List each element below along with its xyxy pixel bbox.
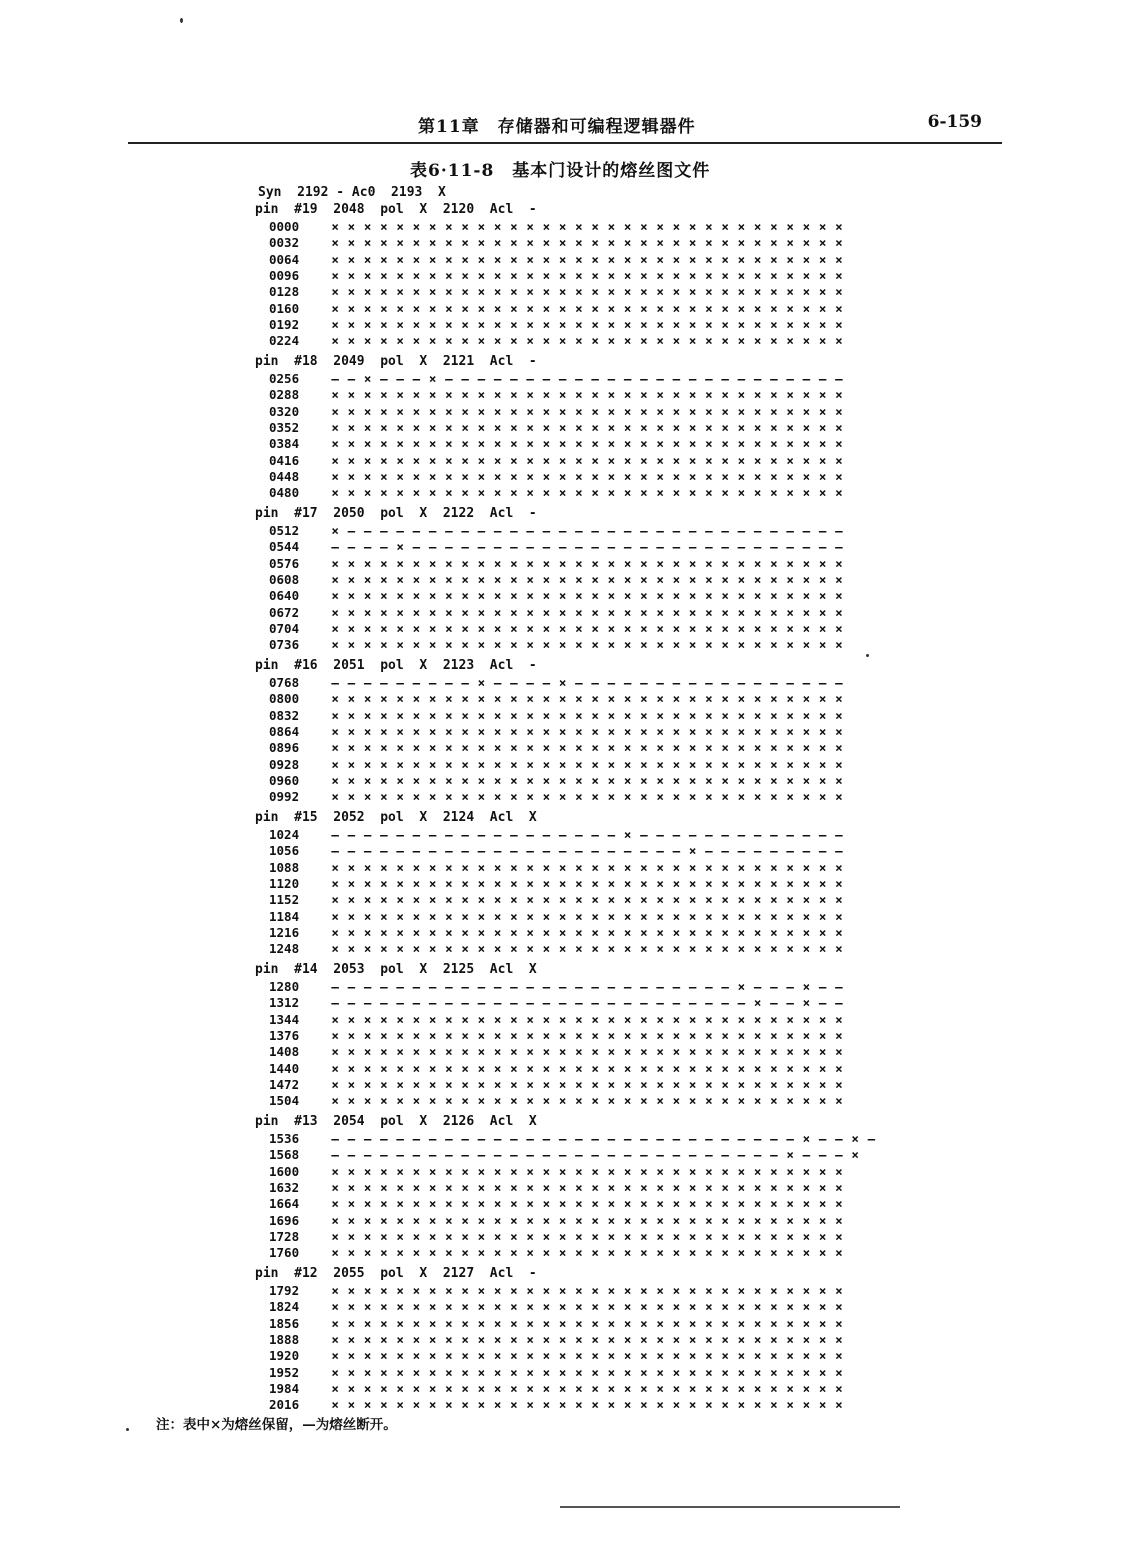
fuse-address: 1536: [269, 1131, 300, 1146]
fuse-address: 1600: [269, 1163, 300, 1179]
pin-block: [255, 658, 855, 810]
fuse-address: 0992: [269, 789, 300, 805]
fuse-address: 0160: [269, 300, 300, 316]
pin-header: pin #17 2050 pol X 2122 Acl -: [255, 506, 537, 521]
pin-header: pin #16 2051 pol X 2123 Acl -: [255, 658, 537, 673]
fuse-address: 0256: [269, 371, 300, 386]
fuse-address: 1856: [269, 1315, 300, 1331]
fuse-address: 0192: [269, 316, 300, 332]
fuse-address: 0704: [269, 620, 300, 636]
fuse-cells: × × × × × × × × × × × × × × × × × × × × × × × × × × × × × × × ×: [331, 1076, 843, 1092]
fuse-cells: × × × × × × × × × × × × × × × × × × × × × × × × × × × × × × × ×: [331, 235, 843, 251]
chapter-title: 第11章 存储器和可编程逻辑器件: [418, 117, 696, 137]
fuse-address: 0928: [269, 756, 300, 772]
scan-speck: [866, 654, 869, 657]
fuse-address: 1376: [269, 1027, 300, 1043]
fuse-address: 1184: [269, 908, 300, 924]
fuse-cells: – – × – – – × – – – – – – – – – – – – – – – – – – – – – – – – –: [331, 371, 843, 386]
fuse-cells: × × × × × × × × × × × × × × × × × × × × × × × × × × × × × × × ×: [331, 1196, 843, 1212]
fuse-address: 0480: [269, 485, 300, 501]
fuse-cells: × × × × × × × × × × × × × × × × × × × × × × × × × × × × × × × ×: [331, 468, 843, 484]
fuse-address: 1024: [269, 827, 300, 842]
fuse-cells: × × × × × × × × × × × × × × × × × × × × × × × × × × × × × × × ×: [331, 604, 843, 620]
fuse-address: 1408: [269, 1044, 300, 1060]
pin-block: [255, 354, 855, 506]
fuse-cells: × × × × × × × × × × × × × × × × × × × × × × × × × × × × × × × ×: [331, 1163, 843, 1179]
fuse-cells: × × × × × × × × × × × × × × × × × × × × × × × × × × × × × × × ×: [331, 436, 843, 452]
fuse-cells: × × × × × × × × × × × × × × × × × × × × × × × × × × × × × × × ×: [331, 1245, 843, 1261]
fuse-cells: × × × × × × × × × × × × × × × × × × × × × × × × × × × × × × × ×: [331, 419, 843, 435]
fuse-address: 1088: [269, 859, 300, 875]
pin-block: [255, 962, 855, 1114]
fuse-address: 0032: [269, 235, 300, 251]
fuse-cells: × × × × × × × × × × × × × × × × × × × × × × × × × × × × × × × ×: [331, 485, 843, 501]
fuse-cells: – – – – – – – – – – – – – – – – – – – – – – – – – – – – – × – – × –: [331, 1131, 876, 1146]
fuse-address: 1760: [269, 1245, 300, 1261]
fuse-cells: – – – – – – – – – – – – – – – – – – – – – – – – – – – – × – – – ×: [331, 1147, 859, 1163]
fuse-address: 0832: [269, 707, 300, 723]
fuse-address: 1568: [269, 1147, 300, 1163]
fuse-address: 1696: [269, 1212, 300, 1228]
fuse-address: 0384: [269, 436, 300, 452]
fuse-address: 1056: [269, 843, 300, 859]
fuse-address: 0736: [269, 637, 300, 653]
fuse-cells: × × × × × × × × × × × × × × × × × × × × × × × × × × × × × × × ×: [331, 1283, 843, 1298]
fuse-cells: × × × × × × × × × × × × × × × × × × × × × × × × × × × × × × × ×: [331, 941, 843, 957]
bottom-rule: [560, 1506, 900, 1508]
fuse-cells: × × × × × × × × × × × × × × × × × × × × × × × × × × × × × × × ×: [331, 1011, 843, 1027]
fuse-address: 0768: [269, 675, 300, 690]
fuse-cells: × × × × × × × × × × × × × × × × × × × × × × × × × × × × × × × ×: [331, 756, 843, 772]
pin-block: [255, 810, 855, 962]
fuse-cells: – – – – – – – – – – – – – – – – – – – – – – – – – × – – – × – –: [331, 979, 843, 994]
table-note: 注：表中×为熔丝保留，—为熔丝断开。: [156, 1417, 397, 1433]
pin-block: [255, 1266, 855, 1418]
fuse-address: 0352: [269, 419, 300, 435]
fuse-cells: × × × × × × × × × × × × × × × × × × × × × × × × × × × × × × × ×: [331, 219, 843, 234]
page-number: 6-159: [927, 112, 982, 132]
fuse-cells: × × × × × × × × × × × × × × × × × × × × × × × × × × × × × × × ×: [331, 1228, 843, 1244]
fuse-address: 1888: [269, 1331, 300, 1347]
fuse-address: 0448: [269, 468, 300, 484]
scan-speck: [180, 18, 183, 23]
fuse-cells: × × × × × × × × × × × × × × × × × × × × × × × × × × × × × × × ×: [331, 859, 843, 875]
fuse-cells: × × × × × × × × × × × × × × × × × × × × × × × × × × × × × × × ×: [331, 1397, 843, 1413]
fuse-cells: × × × × × × × × × × × × × × × × × × × × × × × × × × × × × × × ×: [331, 620, 843, 636]
fuse-cells: × × × × × × × × × × × × × × × × × × × × × × × × × × × × × × × ×: [331, 1044, 843, 1060]
fuse-cells: × × × × × × × × × × × × × × × × × × × × × × × × × × × × × × × ×: [331, 1315, 843, 1331]
fuse-address: 0096: [269, 267, 300, 283]
fuse-address: 0224: [269, 333, 300, 349]
fuse-address: 0064: [269, 251, 300, 267]
page-header: [128, 112, 1002, 144]
fuse-cells: × × × × × × × × × × × × × × × × × × × × × × × × × × × × × × × ×: [331, 555, 843, 571]
fuse-address: 1952: [269, 1364, 300, 1380]
fuse-address: 0416: [269, 452, 300, 468]
pin-block: [255, 506, 855, 658]
fuse-cells: – – – – – – – – – × – – – – × – – – – – – – – – – – – – – – – –: [331, 675, 843, 690]
fuse-address: 1120: [269, 875, 300, 891]
table-title: 表6·11-8 基本门设计的熔丝图文件: [410, 161, 711, 181]
fuse-address: 1248: [269, 941, 300, 957]
fuse-address: 0960: [269, 772, 300, 788]
fuse-cells: × × × × × × × × × × × × × × × × × × × × × × × × × × × × × × × ×: [331, 1299, 843, 1315]
fuse-address: 0896: [269, 740, 300, 756]
fuse-cells: × × × × × × × × × × × × × × × × × × × × × × × × × × × × × × × ×: [331, 924, 843, 940]
pin-header: pin #14 2053 pol X 2125 Acl X: [255, 962, 537, 977]
fuse-address: 1824: [269, 1299, 300, 1315]
fuse-cells: × × × × × × × × × × × × × × × × × × × × × × × × × × × × × × × ×: [331, 1364, 843, 1380]
fuse-map: [255, 202, 876, 1418]
fuse-address: 0800: [269, 691, 300, 707]
pin-block: [255, 1114, 876, 1266]
fuse-cells: × × × × × × × × × × × × × × × × × × × × × × × × × × × × × × × ×: [331, 403, 843, 419]
fuse-cells: × × × × × × × × × × × × × × × × × × × × × × × × × × × × × × × ×: [331, 1093, 843, 1109]
fuse-cells: × × × × × × × × × × × × × × × × × × × × × × × × × × × × × × × ×: [331, 284, 843, 300]
fuse-cells: × × × × × × × × × × × × × × × × × × × × × × × × × × × × × × × ×: [331, 1212, 843, 1228]
fuse-cells: × × × × × × × × × × × × × × × × × × × × × × × × × × × × × × × ×: [331, 1027, 843, 1043]
fuse-address: 0512: [269, 523, 300, 538]
fuse-address: 0544: [269, 539, 300, 555]
fuse-cells: × × × × × × × × × × × × × × × × × × × × × × × × × × × × × × × ×: [331, 300, 843, 316]
fuse-address: 0672: [269, 604, 300, 620]
fuse-cells: × – – – – – – – – – – – – – – – – – – – – – – – – – – – – – – –: [331, 523, 843, 538]
pin-header: pin #19 2048 pol X 2120 Acl -: [255, 202, 537, 217]
fuse-cells: × × × × × × × × × × × × × × × × × × × × × × × × × × × × × × × ×: [331, 789, 843, 805]
fuse-address: 1984: [269, 1380, 300, 1396]
fuse-cells: × × × × × × × × × × × × × × × × × × × × × × × × × × × × × × × ×: [331, 707, 843, 723]
fuse-cells: × × × × × × × × × × × × × × × × × × × × × × × × × × × × × × × ×: [331, 387, 843, 403]
fuse-address: 1472: [269, 1076, 300, 1092]
scan-speck: [126, 1428, 129, 1431]
fuse-address: 1920: [269, 1348, 300, 1364]
fuse-cells: × × × × × × × × × × × × × × × × × × × × × × × × × × × × × × × ×: [331, 691, 843, 707]
fuse-address: 1792: [269, 1283, 300, 1298]
fuse-cells: – – – – – – – – – – – – – – – – – – – – – – × – – – – – – – – –: [331, 843, 843, 859]
pin-header: pin #15 2052 pol X 2124 Acl X: [255, 810, 537, 825]
fuse-address: 1344: [269, 1011, 300, 1027]
fuse-address: 1216: [269, 924, 300, 940]
fuse-address: 1504: [269, 1093, 300, 1109]
fuse-address: 1280: [269, 979, 300, 994]
fuse-address: 0128: [269, 284, 300, 300]
fuse-cells: × × × × × × × × × × × × × × × × × × × × × × × × × × × × × × × ×: [331, 637, 843, 653]
fuse-address: 0288: [269, 387, 300, 403]
fuse-cells: × × × × × × × × × × × × × × × × × × × × × × × × × × × × × × × ×: [331, 1331, 843, 1347]
fuse-cells: × × × × × × × × × × × × × × × × × × × × × × × × × × × × × × × ×: [331, 452, 843, 468]
fuse-cells: × × × × × × × × × × × × × × × × × × × × × × × × × × × × × × × ×: [331, 251, 843, 267]
pin-block: [255, 202, 855, 354]
fuse-address: 1632: [269, 1179, 300, 1195]
fuse-address: 0608: [269, 571, 300, 587]
fuse-cells: × × × × × × × × × × × × × × × × × × × × × × × × × × × × × × × ×: [331, 875, 843, 891]
fuse-address: 1152: [269, 892, 300, 908]
syn-line: Syn 2192 - Ac0 2193 X: [258, 185, 446, 200]
fuse-cells: × × × × × × × × × × × × × × × × × × × × × × × × × × × × × × × ×: [331, 892, 843, 908]
fuse-cells: × × × × × × × × × × × × × × × × × × × × × × × × × × × × × × × ×: [331, 740, 843, 756]
fuse-address: 0576: [269, 555, 300, 571]
fuse-address: 1312: [269, 995, 300, 1011]
fuse-cells: – – – – – – – – – – – – – – – – – – × – – – – – – – – – – – – –: [331, 827, 843, 842]
fuse-address: 0320: [269, 403, 300, 419]
fuse-cells: × × × × × × × × × × × × × × × × × × × × × × × × × × × × × × × ×: [331, 267, 843, 283]
fuse-cells: × × × × × × × × × × × × × × × × × × × × × × × × × × × × × × × ×: [331, 571, 843, 587]
fuse-cells: × × × × × × × × × × × × × × × × × × × × × × × × × × × × × × × ×: [331, 908, 843, 924]
fuse-address: 1728: [269, 1228, 300, 1244]
fuse-address: 2016: [269, 1397, 300, 1413]
fuse-cells: – – – – – – – – – – – – – – – – – – – – – – – – – – × – – × – –: [331, 995, 843, 1011]
fuse-cells: × × × × × × × × × × × × × × × × × × × × × × × × × × × × × × × ×: [331, 316, 843, 332]
fuse-cells: × × × × × × × × × × × × × × × × × × × × × × × × × × × × × × × ×: [331, 333, 843, 349]
pin-header: pin #18 2049 pol X 2121 Acl -: [255, 354, 537, 369]
pin-header: pin #13 2054 pol X 2126 Acl X: [255, 1114, 537, 1129]
fuse-cells: × × × × × × × × × × × × × × × × × × × × × × × × × × × × × × × ×: [331, 772, 843, 788]
fuse-cells: × × × × × × × × × × × × × × × × × × × × × × × × × × × × × × × ×: [331, 588, 843, 604]
fuse-cells: × × × × × × × × × × × × × × × × × × × × × × × × × × × × × × × ×: [331, 1179, 843, 1195]
fuse-address: 0864: [269, 723, 300, 739]
fuse-cells: × × × × × × × × × × × × × × × × × × × × × × × × × × × × × × × ×: [331, 723, 843, 739]
fuse-cells: × × × × × × × × × × × × × × × × × × × × × × × × × × × × × × × ×: [331, 1380, 843, 1396]
fuse-address: 0640: [269, 588, 300, 604]
fuse-cells: × × × × × × × × × × × × × × × × × × × × × × × × × × × × × × × ×: [331, 1060, 843, 1076]
fuse-address: 0000: [269, 219, 300, 234]
fuse-address: 1440: [269, 1060, 300, 1076]
fuse-cells: – – – – × – – – – – – – – – – – – – – – – – – – – – – – – – – –: [331, 539, 843, 555]
fuse-cells: × × × × × × × × × × × × × × × × × × × × × × × × × × × × × × × ×: [331, 1348, 843, 1364]
fuse-address: 1664: [269, 1196, 300, 1212]
pin-header: pin #12 2055 pol X 2127 Acl -: [255, 1266, 537, 1281]
